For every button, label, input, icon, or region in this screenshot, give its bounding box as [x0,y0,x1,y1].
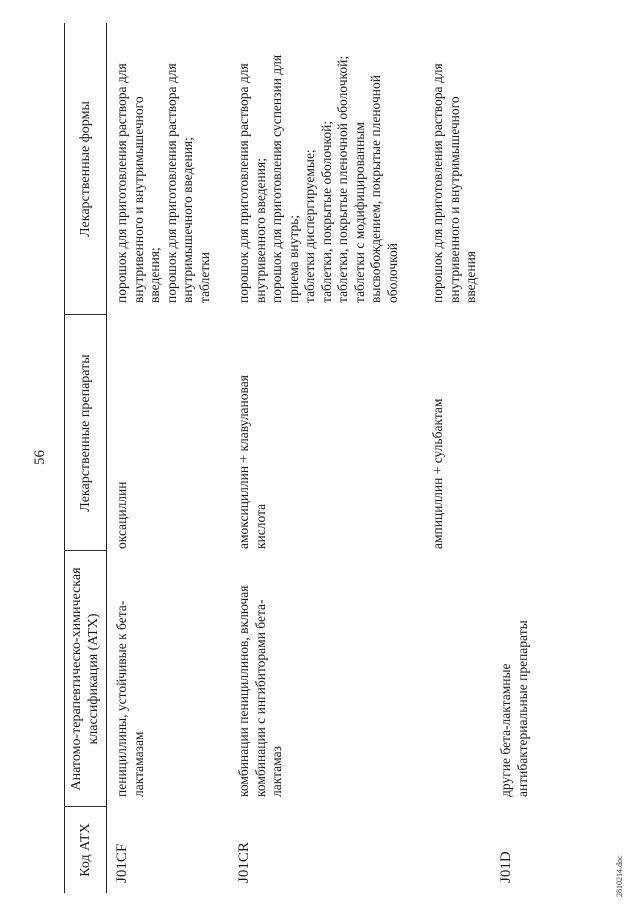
cell-line: порошок для приготовления раствора для [236,63,251,303]
table-top-rule [64,23,65,893]
cell-line: порошок для приготовления раствора для [430,63,445,303]
table-row-classification [498,620,531,797]
cell-line: антибактериальные препараты [514,620,530,797]
table-row-drug [430,399,447,549]
cell-line: ампициллин + сульбактам [430,398,445,549]
cell-line: лактамаз [269,746,284,797]
table-row-code: J01D [498,851,514,883]
cell-line: лактамазам [130,731,146,797]
header-classification-line-2: классификация (АТХ) [86,613,101,745]
cell-line: таблетки, покрытые пленочной оболочкой; [335,55,350,303]
cell-line: порошок для приготовления раствора для [114,63,129,303]
page-number: 56 [32,450,48,465]
table-row-classification [236,586,286,797]
footer-filename: 2810214.doc [615,855,624,897]
cell-line: внутримышечного введения; [180,137,195,303]
table-row-forms [114,63,213,303]
cell-line: другие бета-лактамные [498,663,513,797]
cell-line: комбинации с ингибиторами бета- [252,599,268,797]
cell-line: порошок для приготовления суспензии для [269,54,284,303]
cell-line: введения; [147,247,162,303]
cell-line: таблетки с модифицированным [351,122,367,303]
table-row-code: J01CF [114,843,130,883]
cell-line: приема внутрь; [285,214,301,303]
cell-line: порошок для приготовления раствора для [163,63,179,303]
cell-line: таблетки, покрытые оболочкой; [318,120,334,303]
table-row-forms [236,55,401,303]
cell-line: таблетки [196,251,212,303]
header-code: Код АТХ [78,823,93,877]
cell-line: оболочкой [384,243,400,303]
table-row-drug [114,482,131,550]
cell-line: кислота [252,503,268,549]
table-row-forms [430,63,480,303]
header-classification-line-1: Анатомо-терапевтическо-химическая [69,567,84,791]
cell-line: внутривенного и внутримышечного [130,96,146,303]
table-row-classification [114,601,147,797]
header-classification [68,551,102,807]
cell-line: амоксициллин + клавулановая [236,375,251,549]
cell-line: оксациллин [114,481,129,549]
cell-line: введения [463,250,478,303]
cell-line: внутривенного и внутримышечного [446,96,462,303]
header-bottom-rule [106,23,107,893]
cell-line: комбинации пенициллинов, включая [236,585,251,797]
cell-line: таблетки диспергируемые; [302,149,317,303]
header-drugs: Лекарственные препараты [78,354,93,512]
cell-line: высвобождением, покрытые пленочной [368,75,383,303]
table-row-code: J01CR [236,842,252,883]
table-row-drug [236,375,269,549]
header-forms: Лекарственные формы [78,101,93,237]
cell-line: внутривенного введения; [252,158,268,303]
cell-line: пенициллины, устойчивые к бета- [114,600,129,797]
